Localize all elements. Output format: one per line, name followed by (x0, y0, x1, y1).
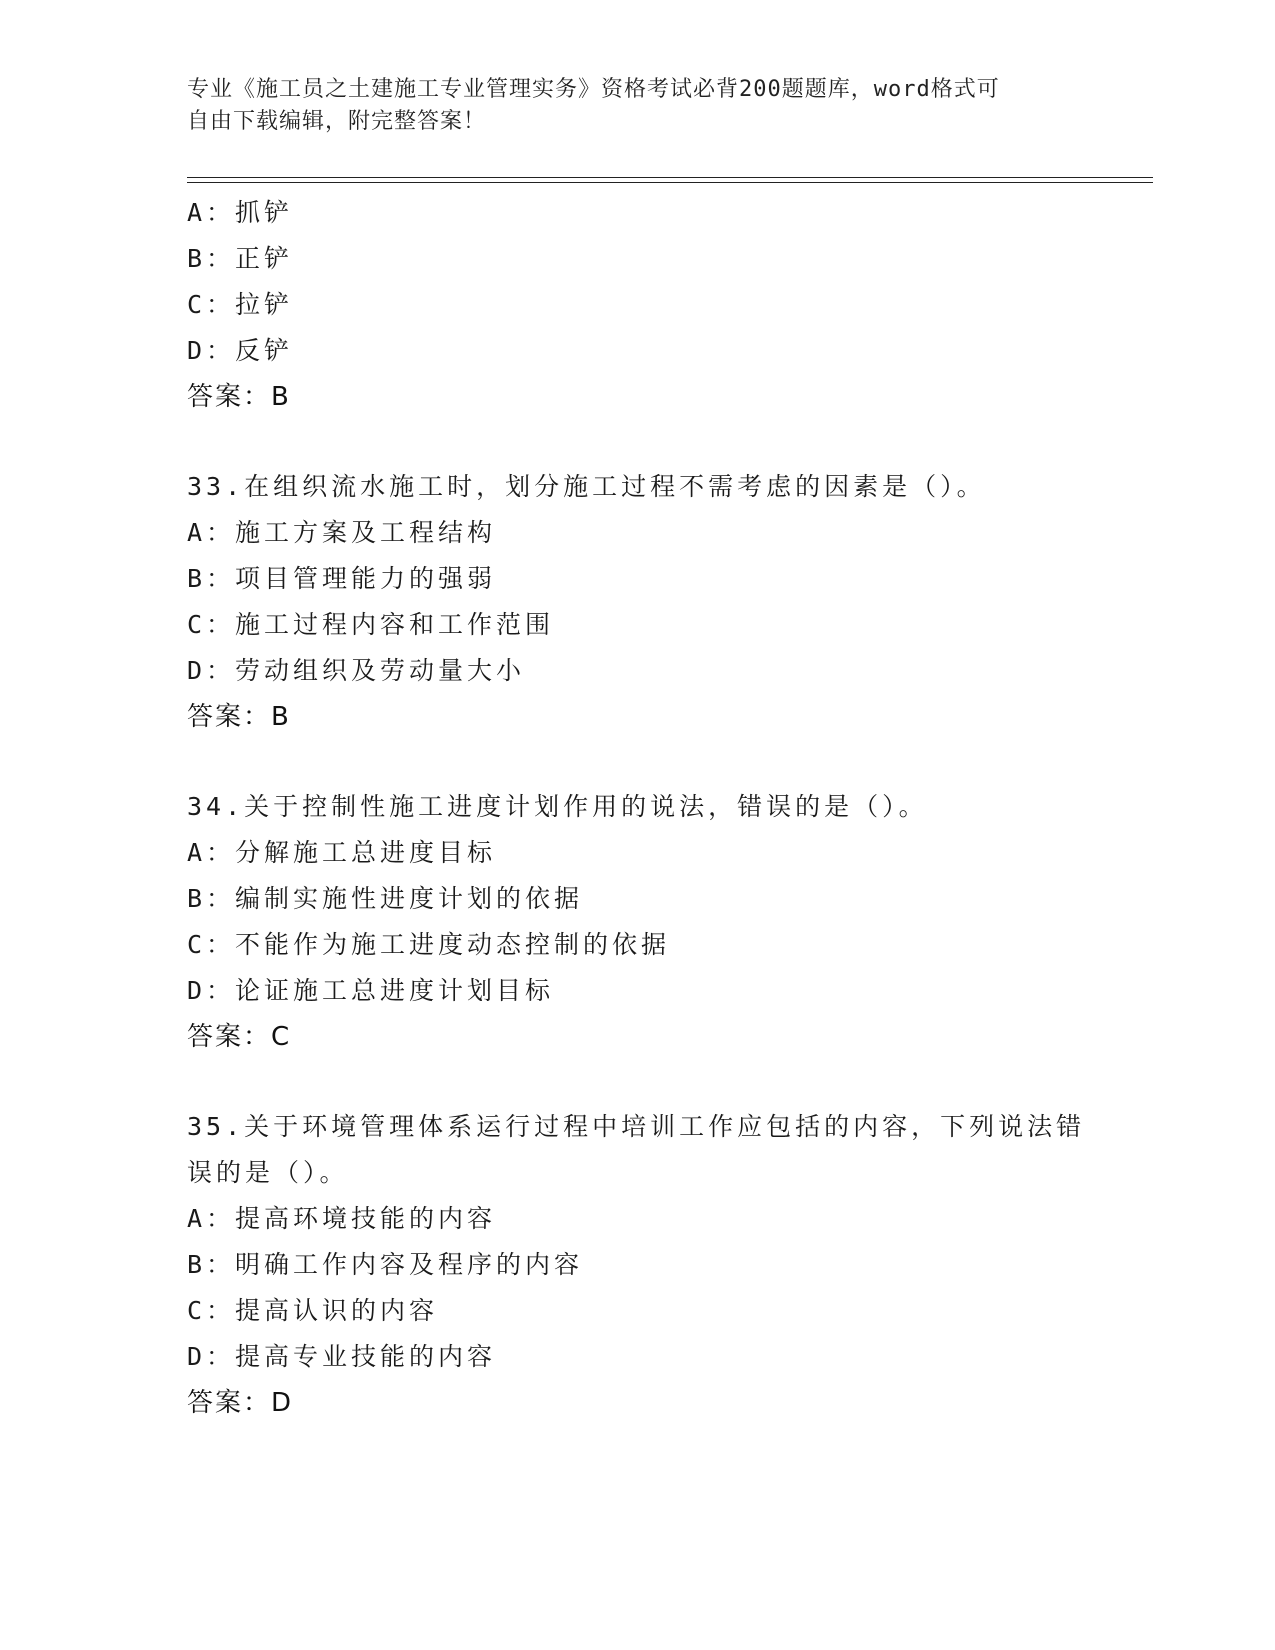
answer-line: 答案：B (187, 702, 291, 732)
option-d: D：反铲 (187, 336, 294, 365)
question-block-33 (187, 464, 1087, 740)
option-a: A：施工方案及工程结构 (187, 518, 497, 547)
option-c: C：不能作为施工进度动态控制的依据 (187, 930, 671, 959)
option-b: B：项目管理能力的强弱 (187, 564, 497, 593)
question-block-34 (187, 784, 1087, 1060)
option-d: D：论证施工总进度计划目标 (187, 976, 555, 1005)
question-block-32 (187, 190, 1087, 420)
spacer (187, 420, 1087, 464)
answer-line: 答案：B (187, 382, 291, 412)
answer-line: 答案：C (187, 1022, 292, 1052)
option-c: C：拉铲 (187, 290, 294, 319)
question-text-line-2: 误的是（）。 (187, 1158, 349, 1187)
option-a: A：抓铲 (187, 198, 294, 227)
option-b: B：明确工作内容及程序的内容 (187, 1250, 584, 1279)
option-a: A：提高环境技能的内容 (187, 1204, 497, 1233)
header-line-1: 专业《施工员之土建施工专业管理实务》资格考试必背200题题库，word格式可 (187, 77, 1000, 102)
option-b: B：编制实施性进度计划的依据 (187, 884, 584, 913)
option-a: A：分解施工总进度目标 (187, 838, 497, 867)
question-list (187, 190, 1087, 1426)
question-text: 34.关于控制性施工进度计划作用的说法，错误的是（）。 (187, 792, 928, 821)
question-text: 33.在组织流水施工时，划分施工过程不需考虑的因素是（）。 (187, 472, 986, 501)
option-d: D：提高专业技能的内容 (187, 1342, 497, 1371)
spacer (187, 740, 1087, 784)
option-b: B：正铲 (187, 244, 294, 273)
document-header (187, 74, 1067, 138)
answer-line: 答案：D (187, 1388, 294, 1418)
question-text-line-1: 35.关于环境管理体系运行过程中培训工作应包括的内容，下列说法错 (187, 1112, 1086, 1141)
question-block-35 (187, 1104, 1087, 1426)
header-divider-bottom (187, 182, 1153, 183)
header-line-2: 自由下载编辑，附完整答案！ (187, 109, 487, 134)
option-c: C：施工过程内容和工作范围 (187, 610, 555, 639)
option-c: C：提高认识的内容 (187, 1296, 439, 1325)
option-d: D：劳动组织及劳动量大小 (187, 656, 526, 685)
header-divider-top (187, 177, 1153, 178)
spacer (187, 1060, 1087, 1104)
